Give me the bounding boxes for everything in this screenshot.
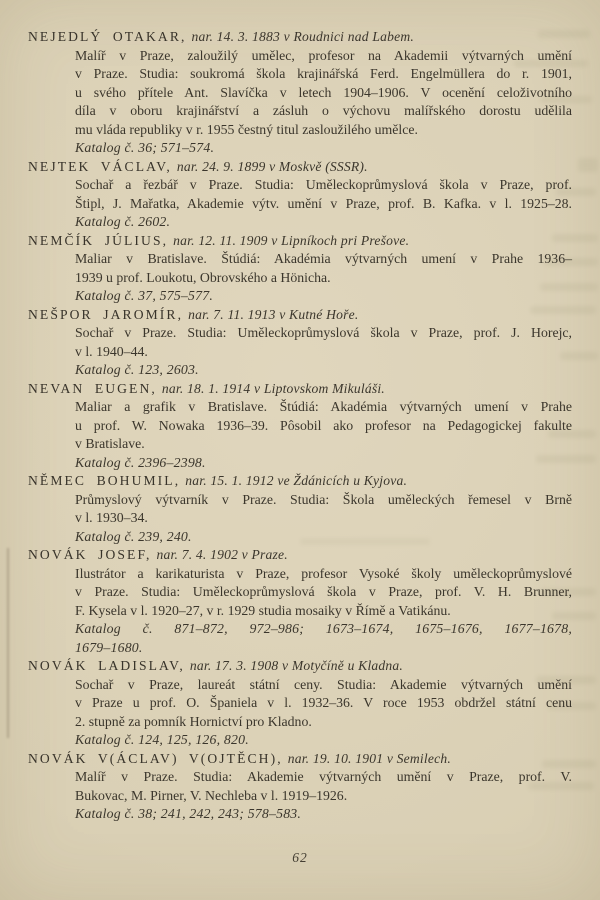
entry-birth-info: nar. 12. 11. 1909 v Lipníkoch pri Prešove. bbox=[173, 232, 410, 248]
entry-name: NEVAN EUGEN, bbox=[28, 380, 157, 396]
katalog-line: Katalog č. 2396–2398. bbox=[75, 454, 206, 470]
entry-birth-info: nar. 24. 9. 1899 v Moskvě (SSSR). bbox=[176, 158, 368, 174]
entry-body bbox=[28, 47, 572, 158]
catalog-entry bbox=[28, 546, 572, 657]
katalog-line: Katalog č. 871–872, 972–986; 1673–1674, 1675–1676, 1677–1678, bbox=[75, 621, 572, 636]
catalog-entry bbox=[28, 232, 572, 306]
entry-birth-info: nar. 7. 4. 1902 v Praze. bbox=[156, 547, 288, 562]
entry-header bbox=[28, 28, 572, 47]
katalog-line: 1679–1680. bbox=[75, 639, 143, 655]
body-line: Malíř v Praze. Studia: Akademie výtvarných umění v Praze, prof. V. bbox=[75, 769, 572, 784]
entry-header bbox=[28, 306, 572, 325]
body-line: Bukovac, M. Pirner, V. Nechleba v l. 1919–1926. bbox=[75, 787, 348, 803]
bleed-through-artifact bbox=[578, 158, 598, 172]
entry-birth-info: nar. 18. 1. 1914 v Liptovskom Mikuláši. bbox=[161, 380, 385, 396]
body-line: díla v oboru krajinářství a zásluh o výchovu malířského dorostu udělila bbox=[75, 103, 572, 118]
body-line: Maliar v Bratislave. Štúdiá: Akadémia výtvarných umení v Prahe 1936– bbox=[75, 251, 572, 266]
body-line: F. Kysela v l. 1920–27, v r. 1929 studia mosaiky v Římě a Vatikánu. bbox=[75, 602, 451, 618]
body-line: v Praze u prof. O. Španiela v l. 1932–36. V roce 1953 obdržel státní cenu bbox=[75, 695, 572, 710]
body-line: v l. 1940–44. bbox=[75, 343, 148, 359]
entry-header bbox=[28, 472, 572, 491]
entry-name: NEMČÍK JÚLIUS, bbox=[28, 232, 169, 248]
body-line: 1939 u prof. Loukotu, Obrovského a Hönicha. bbox=[75, 269, 331, 285]
entry-header bbox=[28, 657, 572, 676]
entry-body bbox=[28, 565, 572, 658]
entry-birth-info: nar. 15. 1. 1912 ve Ždánicích u Kyjova. bbox=[185, 473, 408, 488]
body-line: Štipl, J. Mařatka, Akademie výtv. umění v Praze, prof. B. Kafka. v l. 1925–28. bbox=[75, 195, 572, 211]
entry-name: NOVÁK JOSEF, bbox=[28, 547, 152, 562]
entry-name: NEJEDLÝ OTAKAR, bbox=[28, 29, 187, 44]
entry-name: NOVÁK LADISLAV, bbox=[28, 658, 185, 673]
body-line: Maliar a grafik v Bratislave. Štúdiá: Akadémia výtvarných umení v Prahe bbox=[75, 399, 572, 414]
body-line: v Praze. Studia: Uměleckoprůmyslová škola v Praze, prof. V. H. Brunner, bbox=[75, 584, 572, 599]
page-crease bbox=[7, 548, 9, 738]
entry-list bbox=[28, 28, 572, 824]
body-line: mu vláda republiky v r. 1955 čestný titul zasloužilého umělce. bbox=[75, 121, 418, 137]
catalog-entry bbox=[28, 472, 572, 546]
catalog-entry bbox=[28, 306, 572, 380]
body-line: Malíř v Praze, zaloužilý umělec, profesor na Akademii výtvarných umění bbox=[75, 47, 572, 63]
body-line: Sochař v Praze, laureát státní ceny. Studia: Akademie výtvarných umění bbox=[75, 676, 572, 692]
catalog-entry bbox=[28, 158, 572, 232]
entry-name: NOVÁK V(ÁCLAV) V(OJTĚCH), bbox=[28, 750, 283, 766]
entry-body bbox=[28, 491, 572, 547]
katalog-line: Katalog č. 37, 575–577. bbox=[75, 288, 213, 303]
entry-header bbox=[28, 546, 572, 565]
entry-body bbox=[28, 176, 572, 232]
body-line: Sochař v Praze. Studia: Uměleckoprůmyslová škola v Praze, prof. J. Horejc, bbox=[75, 325, 572, 340]
body-line: Průmyslový výtvarník v Praze. Studia: Škola uměleckých řemesel v Brně bbox=[75, 491, 572, 507]
entry-birth-info: nar. 14. 3. 1883 v Roudnici nad Labem. bbox=[191, 29, 414, 44]
body-line: 2. stupně za pomník Hornictví pro Kladno. bbox=[75, 713, 312, 729]
catalog-entry bbox=[28, 28, 572, 158]
body-line: v l. 1930–34. bbox=[75, 510, 148, 525]
katalog-line: Katalog č. 38; 241, 242, 243; 578–583. bbox=[75, 806, 302, 821]
entry-birth-info: nar. 7. 11. 1913 v Kutné Hoře. bbox=[188, 306, 359, 322]
entry-body bbox=[28, 676, 572, 750]
catalog-entry bbox=[28, 380, 572, 473]
katalog-line: Katalog č. 124, 125, 126, 820. bbox=[75, 732, 249, 747]
katalog-line: Katalog č. 123, 2603. bbox=[75, 362, 199, 377]
body-line: u svého přítele Ant. Slavíčka v letech 1904–1906. V ocenění celoživotního bbox=[75, 84, 572, 100]
entry-body bbox=[28, 398, 572, 472]
body-line: u prof. W. Nowaka 1936–39. Pôsobil ako profesor na Pedagogickej fakulte bbox=[75, 417, 572, 433]
body-line: Ilustrátor a karikaturista v Praze, profesor Vysoké školy uměleckoprůmyslové bbox=[75, 565, 572, 581]
entry-name: NĚMEC BOHUMIL, bbox=[28, 473, 181, 488]
entry-header bbox=[28, 380, 572, 399]
entry-header bbox=[28, 158, 572, 177]
entry-birth-info: nar. 17. 3. 1908 v Motyčíně u Kladna. bbox=[189, 658, 404, 673]
katalog-line: Katalog č. 239, 240. bbox=[75, 528, 192, 544]
katalog-line: Katalog č. 2602. bbox=[75, 214, 171, 229]
entry-body bbox=[28, 324, 572, 380]
katalog-line: Katalog č. 36; 571–574. bbox=[75, 140, 215, 155]
body-line: v Praze. Studia: soukromá škola krajinářská Ferd. Engelmüllera do r. 1901, bbox=[75, 66, 572, 81]
catalog-entry bbox=[28, 750, 572, 824]
page-number: 62 bbox=[292, 850, 308, 865]
entry-name: NEŠPOR JAROMÍR, bbox=[28, 306, 184, 322]
entry-header bbox=[28, 232, 572, 251]
body-line: Sochař a řezbář v Praze. Studia: Uměleckoprůmyslová škola v Praze, prof. bbox=[75, 177, 572, 192]
body-line: v Bratislave. bbox=[75, 436, 145, 451]
entry-header bbox=[28, 750, 572, 769]
entry-name: NEJTEK VÁCLAV, bbox=[28, 158, 172, 174]
entry-body bbox=[28, 768, 572, 824]
entry-body bbox=[28, 250, 572, 306]
catalog-entry bbox=[28, 657, 572, 750]
entry-birth-info: nar. 19. 10. 1901 v Semilech. bbox=[287, 750, 451, 766]
